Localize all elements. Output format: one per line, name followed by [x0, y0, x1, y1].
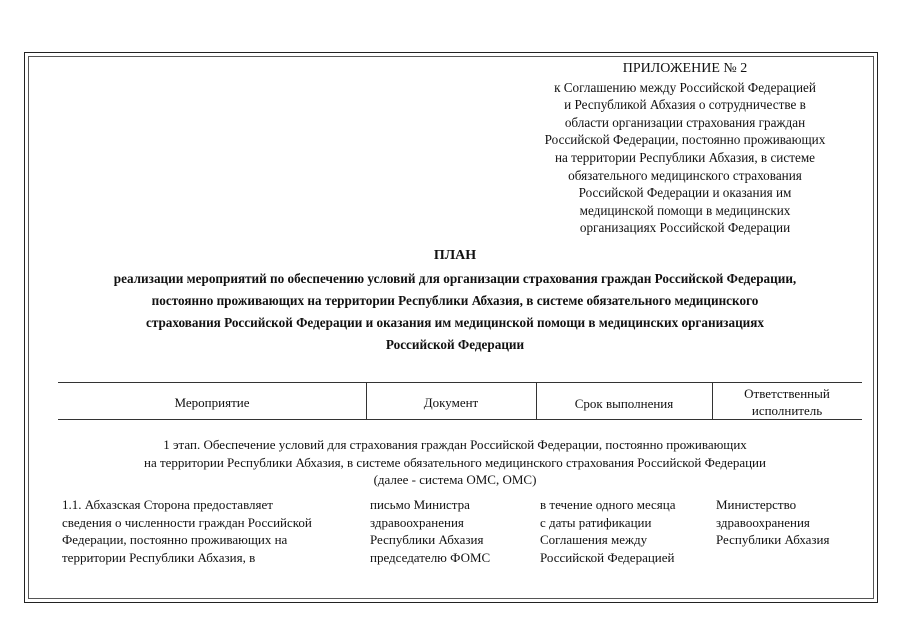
header-deadline: Срок выполнения: [574, 396, 674, 411]
cell-line: 1.1. Абхазская Сторона предоставляет: [62, 497, 273, 512]
header-responsible-line: исполнитель: [751, 403, 823, 418]
appendix-line: обязательного медицинского страхования: [568, 167, 802, 183]
appendix-heading: ПРИЛОЖЕНИЕ № 2: [622, 61, 748, 76]
appendix-line: к Соглашению между Российской Федерацией: [554, 79, 816, 95]
appendix-line: медицинской помощи в медицинских: [579, 202, 791, 218]
cell-line: здравоохранения: [716, 514, 810, 530]
appendix-line: и Республикой Абхазия о сотрудничестве в: [564, 97, 806, 113]
cell-line: Министерство: [716, 497, 797, 512]
stage-heading-line: 1 этап. Обеспечение условий для страхования граждан Российской Федерации, постоянно проживающих: [163, 437, 747, 452]
header-measure: Мероприятие: [174, 395, 250, 410]
header-document: Документ: [423, 395, 479, 410]
appendix-line: Российской Федерации и оказания им: [578, 185, 792, 201]
appendix-line: организациях Российской Федерации: [579, 220, 791, 236]
cell-line: территории Республики Абхазия, в: [62, 549, 256, 565]
plan-title: ПЛАН: [433, 248, 477, 263]
cell-line: с даты ратификации: [540, 514, 652, 530]
plan-subtitle-line: постоянно проживающих на территории Республики Абхазия, в системе обязательного медицинского: [151, 293, 759, 308]
cell-line: Республики Абхазия: [716, 532, 830, 547]
cell-line: сведения о численности граждан Российской: [62, 514, 312, 530]
plan-subtitle-line: страхования Российской Федерации и оказания им медицинской помощи в медицинских организациях: [145, 315, 764, 330]
stage-heading-line: на территории Республики Абхазия, в системе обязательного медицинского страхования Российской Федерации: [144, 454, 766, 470]
plan-subtitle-line: Российской Федерации: [385, 337, 525, 352]
stage-heading-line: (далее - система ОМС, ОМС): [373, 472, 537, 487]
plan-subtitle: [40, 268, 870, 356]
cell-line: председателю ФОМС: [370, 549, 491, 565]
row-document-cell: [370, 496, 536, 566]
header-responsible-line: Ответственный: [744, 386, 830, 401]
cell-line: Соглашения между: [540, 532, 648, 547]
cell-line: письмо Министра: [370, 497, 470, 512]
table-top-border: [58, 382, 862, 383]
cell-line: Российской Федерацией: [540, 549, 675, 565]
plan-subtitle-line: реализации мероприятий по обеспечению условий для организации страхования граждан Российской Федерации,: [113, 271, 797, 286]
appendix-block: [500, 60, 870, 237]
header-responsible: [712, 385, 862, 419]
appendix-line: области организации страхования граждан: [564, 114, 806, 130]
appendix-line: на территории Республики Абхазия, в системе: [554, 149, 816, 165]
row-responsible-cell: [716, 496, 866, 549]
row-measure-cell: [62, 496, 366, 566]
cell-line: Республики Абхазия: [370, 532, 484, 547]
appendix-line: Российской Федерации, постоянно проживающих: [544, 132, 826, 148]
cell-line: Федерации, постоянно проживающих на: [62, 532, 288, 547]
cell-line: в течение одного месяца: [540, 497, 676, 512]
table-header-bottom-border: [58, 419, 862, 420]
row-deadline-cell: [540, 496, 712, 566]
stage-heading: [40, 436, 870, 489]
cell-line: здравоохранения: [370, 514, 464, 530]
